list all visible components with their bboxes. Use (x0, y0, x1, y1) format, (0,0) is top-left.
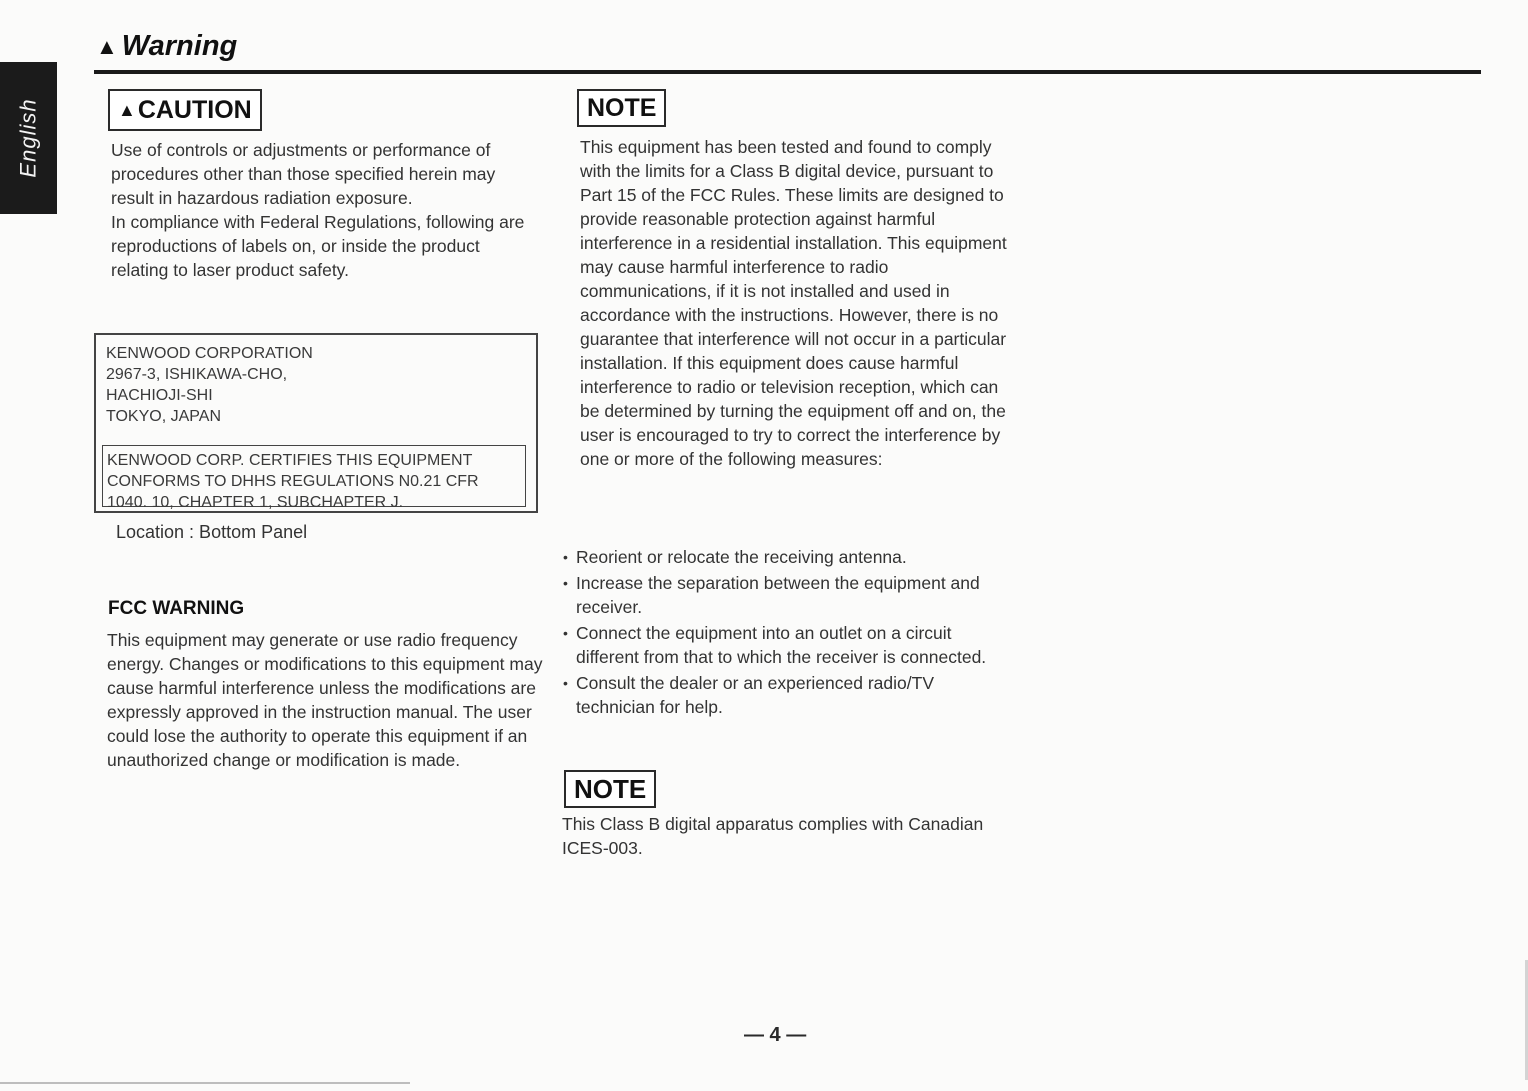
scan-edge-bottom (0, 1082, 410, 1084)
caution-heading-text: CAUTION (137, 95, 252, 124)
caution-triangle-icon: ▲ (118, 99, 136, 120)
certification-line: CONFORMS TO DHHS REGULATIONS N0.21 CFR (107, 473, 479, 490)
address-line: 2967-3, ISHIKAWA-CHO, (106, 366, 288, 383)
label-location: Location : Bottom Panel (116, 522, 308, 542)
section-header (96, 30, 237, 63)
note-heading-1: NOTE (577, 89, 666, 127)
list-item: • Consult the dealer or an experienced radio/TV technician for help. (560, 671, 1015, 719)
fcc-warning-title: FCC WARNING (108, 598, 245, 619)
language-tab (0, 62, 57, 214)
section-title: Warning (121, 30, 238, 62)
note-text-1: This equipment has been tested and found to comply with the limits for a Class B digital device, pursuant to Part 15 of the FCC Rules. These limits are designed to provide reasonable protection against harmful interference in a residential installation. This equipment may cause harmful interference to radio communications, if it is not installed and used in accordance with the instructions. However, there is no guarantee that interference will not occur in a particular installation. If this equipment does cause harmful interference to radio or television reception, which can be determined by turning the equipment off and on, the user is encouraged to try to correct the interference by one or more of the following measures: (580, 137, 1007, 469)
caution-text: Use of controls or adjustments or performance of procedures other than those specified herein may result in hazardous radiation exposure. In compliance with Federal Regulations, following are reproductions of labels on, or inside the product relating to laser product safety. (111, 140, 525, 280)
header-rule (94, 70, 1481, 74)
laser-label-box (94, 333, 538, 513)
note-text-2: This Class B digital apparatus complies with Canadian ICES-003. (562, 814, 984, 858)
caution-heading (108, 89, 262, 131)
language-label: English (15, 98, 41, 178)
certification-line: 1040. 10, CHAPTER 1, SUBCHAPTER J. (107, 494, 404, 511)
list-item: • Reorient or relocate the receiving antenna. (560, 545, 1015, 569)
address-line: HACHIOJI-SHI (106, 387, 213, 404)
warning-triangle-icon: ▲ (96, 33, 118, 59)
page-number: — 4 — (744, 1024, 807, 1046)
certification-line: KENWOOD CORP. CERTIFIES THIS EQUIPMENT (107, 452, 473, 469)
list-item: • Connect the equipment into an outlet on a circuit different from that to which the receiver is connected. (560, 621, 1015, 669)
address-line: TOKYO, JAPAN (106, 408, 221, 425)
label-address (106, 343, 313, 427)
fcc-warning-text: This equipment may generate or use radio frequency energy. Changes or modifications to this equipment may cause harmful interference unless the modifications are expressly approved in the instruction manual. The user could lose the authority to operate this equipment if an unauthorized change or modification is made. (107, 630, 543, 770)
list-item: • Increase the separation between the equipment and receiver. (560, 571, 1015, 619)
address-line: KENWOOD CORPORATION (106, 345, 313, 362)
measures-list (560, 545, 1015, 721)
note-heading-2: NOTE (564, 770, 656, 808)
certification-label (102, 445, 526, 511)
